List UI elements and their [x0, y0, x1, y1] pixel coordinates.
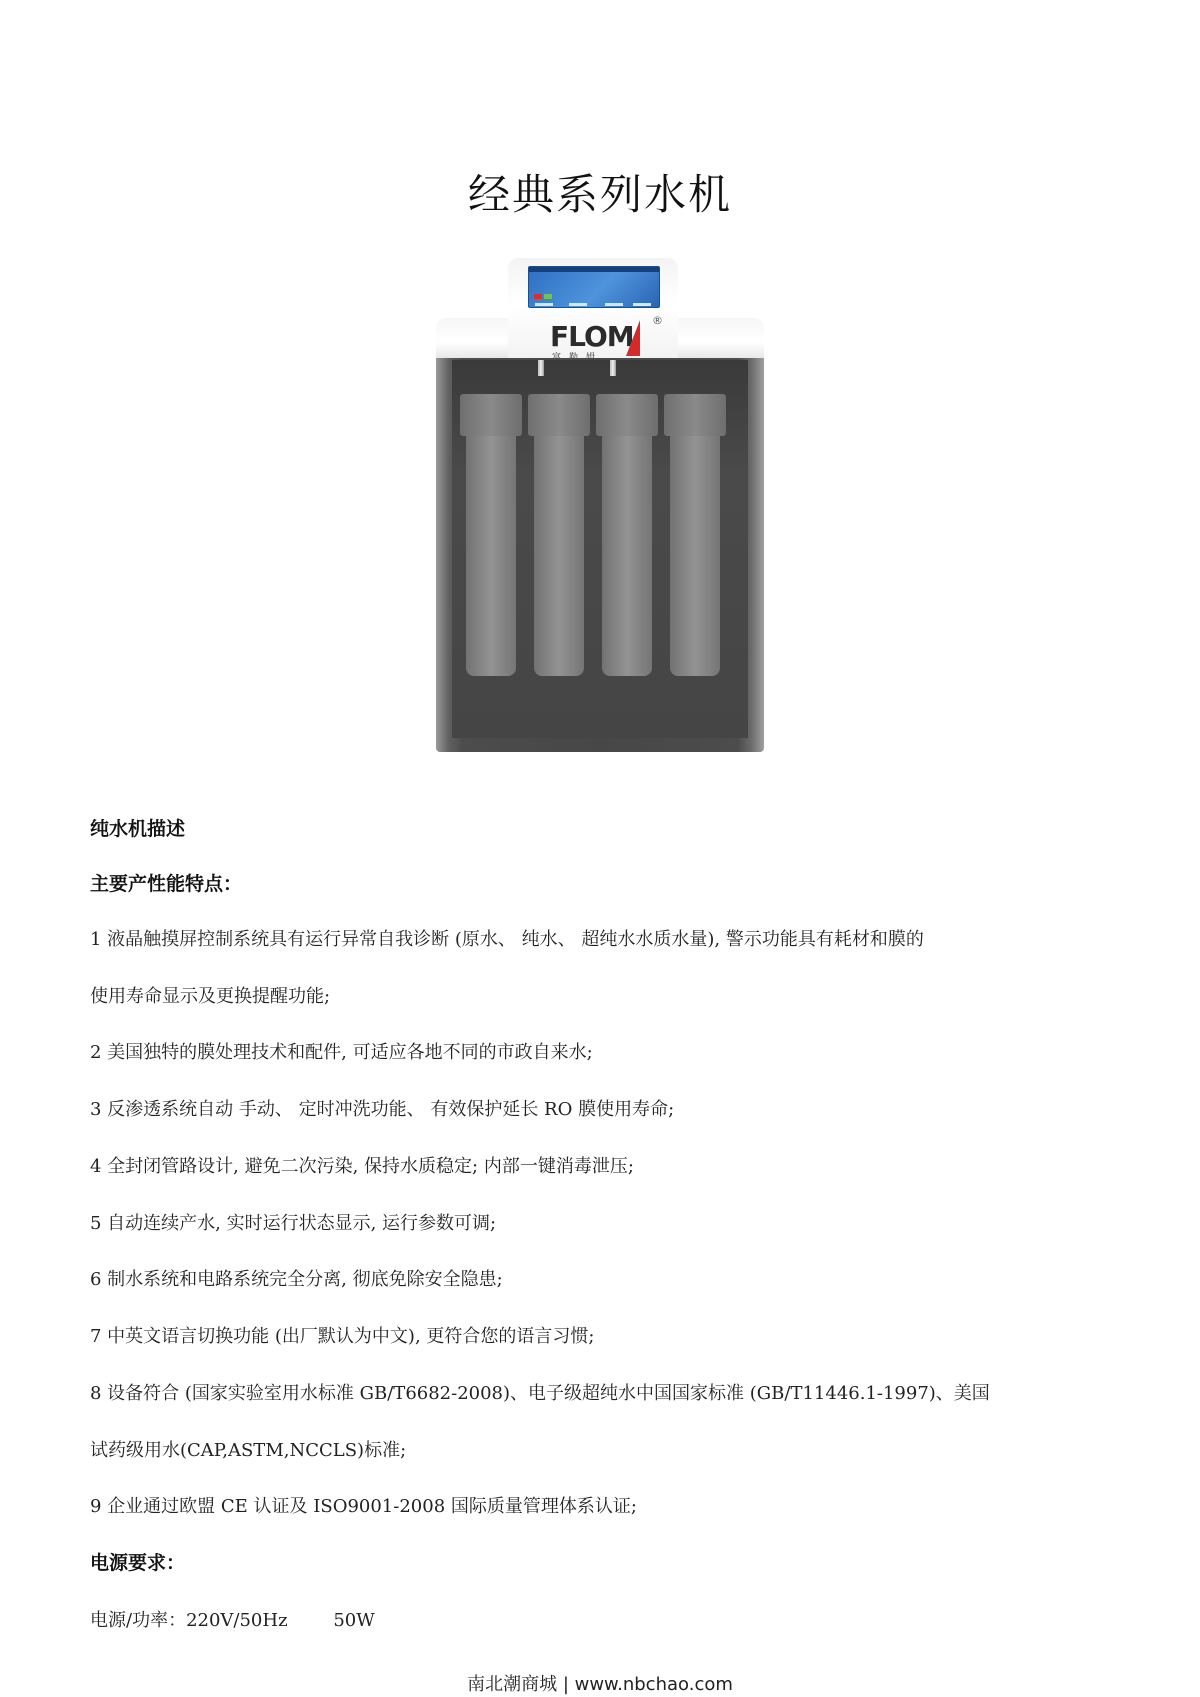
screen-soft-button — [569, 303, 587, 306]
screen-indicator-green — [544, 294, 552, 299]
lcd-touch-screen — [528, 266, 660, 308]
screen-soft-button — [605, 303, 623, 306]
feature-item: 1 液晶触摸屏控制系统具有运行异常自我诊断 (原水、 纯水、 超纯水水质水量), 警示功能具有耗材和膜的 — [90, 929, 924, 950]
feature-item: 9 企业通过欧盟 CE 认证及 ISO9001-2008 国际质量管理体系认证; — [90, 1496, 637, 1517]
outlet-pipe-icon — [610, 360, 616, 376]
feature-item: 4 全封闭管路设计, 避免二次污染, 保持水质稳定; 内部一键消毒泄压; — [90, 1156, 634, 1177]
feature-item-continued: 使用寿命显示及更换提醒功能; — [90, 986, 331, 1007]
features-heading: 主要产性能特点： — [90, 873, 243, 895]
feature-item: 3 反渗透系统自动 手动、 定时冲洗功能、 有效保护延长 RO 膜使用寿命; — [90, 1099, 675, 1120]
product-cabinet — [436, 358, 764, 752]
brand-logo — [550, 314, 662, 360]
feature-item-continued: 试药级用水(CAP,ASTM,NCCLS)标准; — [90, 1440, 407, 1461]
feature-item: 2 美国独特的膜处理技术和配件, 可适应各地不同的市政自来水; — [90, 1042, 593, 1063]
power-spec: 电源/功率：220V/50Hz 50W — [90, 1610, 375, 1631]
outlet-pipe-icon — [538, 360, 544, 376]
feature-item: 8 设备符合 (国家实验室用水标准 GB/T6682-2008)、电子级超纯水中国国家标准 (GB/T11446.1-1997)、美国 — [90, 1383, 990, 1404]
feature-item: 6 制水系统和电路系统完全分离, 彻底免除安全隐患; — [90, 1269, 503, 1290]
screen-indicator-red — [534, 294, 542, 299]
footer-watermark: 南北潮商城 | www.nbchao.com — [467, 1674, 733, 1695]
screen-soft-button — [633, 303, 651, 306]
registered-mark: ® — [652, 314, 662, 327]
feature-item: 5 自动连续产水, 实时运行状态显示, 运行参数可调; — [90, 1213, 497, 1234]
document-title: 经典系列水机 — [467, 170, 732, 220]
feature-item: 7 中英文语言切换功能 (出厂默认为中文), 更符合您的语言习惯; — [90, 1326, 595, 1347]
brand-logo-text: FLOM — [550, 320, 634, 353]
power-heading: 电源要求： — [90, 1552, 186, 1574]
cartridge-bay — [452, 360, 748, 738]
description-heading: 纯水机描述 — [90, 818, 186, 840]
screen-soft-button — [535, 303, 553, 306]
logo-red-flag-icon — [626, 320, 640, 356]
screen-title-bar — [529, 267, 659, 272]
product-image-water-purifier — [436, 258, 764, 752]
